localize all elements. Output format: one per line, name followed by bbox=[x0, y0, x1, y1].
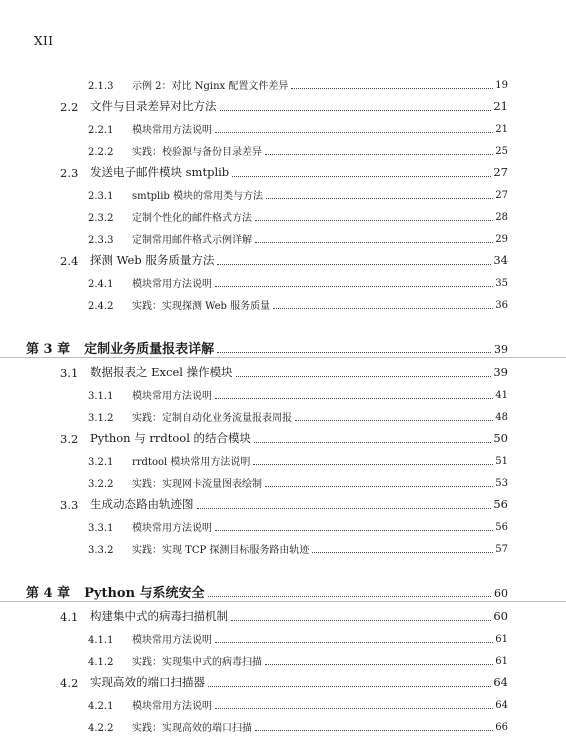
toc-entry-page-number: 50 bbox=[493, 431, 508, 445]
toc-entry-sub[interactable] bbox=[0, 136, 566, 158]
toc-entry-title: 模块常用方法说明 bbox=[132, 125, 212, 136]
toc-entry-page-number: 27 bbox=[493, 165, 508, 179]
toc-entry-page-number: 27 bbox=[495, 190, 508, 201]
toc-entry-page-number: 66 bbox=[495, 722, 508, 733]
dot-leader bbox=[215, 530, 505, 531]
toc-entry-sub[interactable] bbox=[0, 534, 566, 556]
toc-entry-page-number: 61 bbox=[495, 656, 508, 667]
toc-entry-number: 2.2.2 bbox=[88, 147, 114, 158]
toc-entry-number: 2.2 bbox=[60, 100, 79, 114]
toc-entry-title: 实践：定制自动化业务流量报表周报 bbox=[132, 413, 292, 424]
toc-entry-title: 实践：实现探测 Web 服务质量 bbox=[132, 301, 271, 312]
dot-leader bbox=[265, 486, 505, 487]
toc-entry-page-number: 29 bbox=[495, 234, 508, 245]
dot-leader bbox=[255, 730, 505, 731]
toc-entry-number: 2.2.1 bbox=[88, 125, 114, 136]
dot-leader bbox=[217, 352, 505, 353]
toc-entry-sec[interactable] bbox=[0, 668, 566, 690]
toc-entry-title: smtplib 模块的常用类与方法 bbox=[132, 191, 264, 202]
toc-entry-title: 探测 Web 服务质量方法 bbox=[90, 253, 215, 267]
page-folio: XII bbox=[34, 34, 54, 48]
toc-entry-page-number: 28 bbox=[495, 212, 508, 223]
toc-entry-title: 文件与目录差异对比方法 bbox=[90, 99, 217, 113]
toc-entry-title: 定制业务质量报表详解 bbox=[84, 342, 215, 357]
toc-entry-number: 4.2.1 bbox=[88, 701, 114, 712]
dot-leader bbox=[312, 552, 505, 553]
toc-entry-number: 4.1.1 bbox=[88, 635, 114, 646]
toc-entry-number: 3.1 bbox=[60, 366, 79, 380]
toc-entry-sec[interactable] bbox=[0, 424, 566, 446]
dot-leader bbox=[291, 88, 505, 89]
toc-entry-sub[interactable] bbox=[0, 290, 566, 312]
toc-entry-page-number: 60 bbox=[493, 609, 508, 623]
toc-entry-page-number: 36 bbox=[495, 300, 508, 311]
toc-entry-sec[interactable] bbox=[0, 490, 566, 512]
toc-entry-number: 3.1.1 bbox=[88, 391, 114, 402]
toc-entry-page-number: 39 bbox=[493, 365, 508, 379]
toc-entry-title: 模块常用方法说明 bbox=[132, 635, 212, 646]
toc-entry-title: 构建集中式的病毒扫描机制 bbox=[90, 609, 228, 623]
toc-entry-number: 第 4 章 bbox=[26, 586, 71, 601]
toc-entry-chap[interactable] bbox=[0, 318, 566, 358]
toc-entry-title: 定制常用邮件格式示例详解 bbox=[132, 235, 252, 246]
toc-entry-page-number: 61 bbox=[495, 634, 508, 645]
toc-entry-number: 2.4.1 bbox=[88, 279, 114, 290]
toc-entry-sub[interactable] bbox=[0, 268, 566, 290]
toc-entry-sub[interactable] bbox=[0, 468, 566, 490]
toc-entry-number: 4.1 bbox=[60, 610, 79, 624]
dot-leader bbox=[266, 198, 505, 199]
toc-entry-title: Python 与系统安全 bbox=[84, 586, 205, 601]
dot-leader bbox=[217, 264, 505, 265]
toc-entry-sec[interactable] bbox=[0, 158, 566, 180]
toc-entry-sub[interactable] bbox=[0, 690, 566, 712]
toc-entry-page-number: 25 bbox=[495, 146, 508, 157]
toc-entry-title: 实践：实现网卡流量图表绘制 bbox=[132, 479, 262, 490]
toc-entry-sub[interactable] bbox=[0, 380, 566, 402]
toc-entry-title: 实践：校验源与备份目录差异 bbox=[132, 147, 262, 158]
toc-entry-number: 2.1.3 bbox=[88, 81, 114, 92]
toc-entry-title: 示例 2：对比 Nginx 配置文件差异 bbox=[132, 81, 289, 92]
toc-entry-number: 2.3.2 bbox=[88, 213, 114, 224]
toc-entry-number: 2.4 bbox=[60, 254, 79, 268]
toc-entry-sec[interactable] bbox=[0, 246, 566, 268]
toc-entry-sub[interactable] bbox=[0, 512, 566, 534]
toc-entry-number: 3.3.1 bbox=[88, 523, 114, 534]
toc-entry-sub[interactable] bbox=[0, 202, 566, 224]
dot-leader bbox=[215, 398, 505, 399]
dot-leader bbox=[231, 620, 505, 621]
toc-entry-page-number: 57 bbox=[495, 544, 508, 555]
toc-entry-number: 3.2.2 bbox=[88, 479, 114, 490]
toc-entry-page-number: 64 bbox=[493, 675, 508, 689]
dot-leader bbox=[255, 220, 505, 221]
toc-entry-number: 2.4.2 bbox=[88, 301, 114, 312]
dot-leader bbox=[254, 442, 505, 443]
toc-entry-sub[interactable] bbox=[0, 712, 566, 734]
toc-entry-number: 2.3 bbox=[60, 166, 79, 180]
dot-leader bbox=[215, 132, 505, 133]
dot-leader bbox=[273, 308, 505, 309]
toc-entry-page-number: 21 bbox=[493, 99, 508, 113]
toc-entry-title: Python 与 rrdtool 的结合模块 bbox=[90, 431, 252, 445]
toc-entry-page-number: 19 bbox=[495, 80, 508, 91]
toc-entry-title: 实践：实现集中式的病毒扫描 bbox=[132, 657, 262, 668]
toc-entry-page-number: 41 bbox=[495, 390, 508, 401]
toc-entry-sub[interactable] bbox=[0, 624, 566, 646]
toc-entry-page-number: 48 bbox=[495, 412, 508, 423]
toc-entry-sub[interactable] bbox=[0, 446, 566, 468]
toc-entry-title: 实践：实现高效的端口扫描 bbox=[132, 723, 252, 734]
toc-entry-sub[interactable] bbox=[0, 180, 566, 202]
toc-entry-sub[interactable] bbox=[0, 646, 566, 668]
dot-leader bbox=[197, 508, 506, 509]
toc-entry-sub[interactable] bbox=[0, 402, 566, 424]
toc-entry-page-number: 60 bbox=[494, 587, 508, 600]
table-of-contents bbox=[0, 70, 566, 734]
toc-entry-title: 实现高效的端口扫描器 bbox=[90, 675, 205, 689]
toc-entry-page-number: 39 bbox=[494, 343, 508, 356]
toc-entry-page-number: 21 bbox=[495, 124, 508, 135]
dot-leader bbox=[215, 642, 505, 643]
dot-leader bbox=[253, 464, 505, 465]
toc-entry-chap[interactable] bbox=[0, 562, 566, 602]
toc-entry-title: 模块常用方法说明 bbox=[132, 701, 212, 712]
toc-entry-sub[interactable] bbox=[0, 114, 566, 136]
toc-entry-page-number: 56 bbox=[495, 522, 508, 533]
toc-entry-number: 第 3 章 bbox=[26, 342, 71, 357]
toc-entry-page-number: 34 bbox=[493, 253, 508, 267]
toc-entry-title: 模块常用方法说明 bbox=[132, 279, 212, 290]
toc-entry-number: 4.2 bbox=[60, 676, 79, 690]
dot-leader bbox=[220, 110, 506, 111]
dot-leader bbox=[208, 686, 505, 687]
toc-entry-title: 实践：实现 TCP 探测目标服务路由轨迹 bbox=[132, 545, 310, 556]
dot-leader bbox=[255, 242, 505, 243]
toc-entry-page-number: 64 bbox=[495, 700, 508, 711]
dot-leader bbox=[215, 708, 505, 709]
toc-entry-title: rrdtool 模块常用方法说明 bbox=[132, 457, 251, 468]
dot-leader bbox=[208, 596, 505, 597]
toc-entry-title: 模块常用方法说明 bbox=[132, 391, 212, 402]
toc-entry-title: 数据报表之 Excel 操作模块 bbox=[90, 365, 233, 379]
toc-entry-sub[interactable] bbox=[0, 224, 566, 246]
dot-leader bbox=[236, 376, 505, 377]
toc-entry-number: 3.3.2 bbox=[88, 545, 114, 556]
toc-entry-number: 3.2 bbox=[60, 432, 79, 446]
toc-entry-number: 4.2.2 bbox=[88, 723, 114, 734]
toc-entry-sec[interactable] bbox=[0, 602, 566, 624]
toc-entry-number: 2.3.1 bbox=[88, 191, 114, 202]
toc-entry-page-number: 51 bbox=[495, 456, 508, 467]
toc-entry-number: 3.2.1 bbox=[88, 457, 114, 468]
toc-entry-page-number: 53 bbox=[495, 478, 508, 489]
toc-entry-title: 发送电子邮件模块 smtplib bbox=[90, 165, 230, 179]
toc-entry-sec[interactable] bbox=[0, 92, 566, 114]
toc-entry-title: 定制个性化的邮件格式方法 bbox=[132, 213, 252, 224]
toc-entry-page-number: 56 bbox=[493, 497, 508, 511]
toc-entry-number: 4.1.2 bbox=[88, 657, 114, 668]
toc-entry-number: 2.3.3 bbox=[88, 235, 114, 246]
toc-entry-title: 生成动态路由轨迹图 bbox=[90, 497, 194, 511]
dot-leader bbox=[232, 176, 505, 177]
dot-leader bbox=[265, 664, 505, 665]
toc-entry-number: 3.3 bbox=[60, 498, 79, 512]
dot-leader bbox=[215, 286, 505, 287]
toc-entry-title: 模块常用方法说明 bbox=[132, 523, 212, 534]
toc-entry-number: 3.1.2 bbox=[88, 413, 114, 424]
toc-entry-sec[interactable] bbox=[0, 358, 566, 380]
dot-leader bbox=[295, 420, 505, 421]
dot-leader bbox=[265, 154, 505, 155]
toc-entry-page-number: 35 bbox=[495, 278, 508, 289]
toc-entry-sub[interactable] bbox=[0, 70, 566, 92]
